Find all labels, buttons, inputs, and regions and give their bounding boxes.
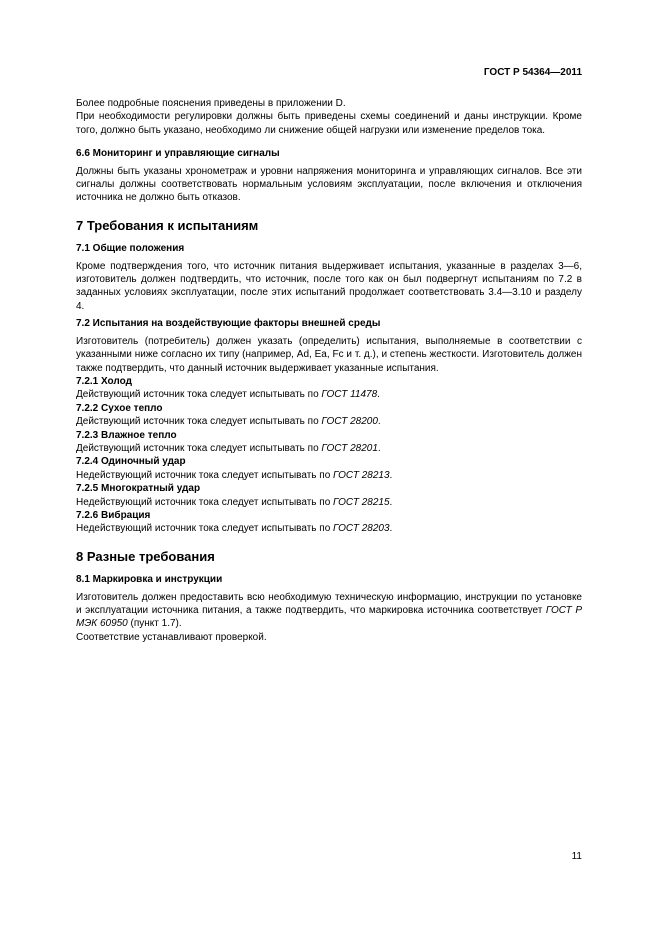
section-title-7-1: 7.1 Общие положения [76,243,185,255]
test-list [76,375,582,536]
test-title: 7.2.4 Одиночный удар [76,456,186,468]
section-title-8-1: 8.1 Маркировка и инструкции [76,574,223,586]
paragraph: Соответствие устанавливают проверкой. [76,631,267,643]
section-title-6-6: 6.6 Мониторинг и управляющие сигналы [76,148,280,160]
test-title: 7.2.1 Холод [76,375,132,387]
test-text: Недействующий источник тока следует испытывать по ГОСТ 28215. [76,496,393,508]
paragraph: Более подробные пояснения приведены в приложении D. [76,98,346,109]
test-title: 7.2.3 Влажное тепло [76,429,177,441]
test-text: Действующий источник тока следует испытывать по ГОСТ 11478. [76,389,380,401]
page-content [76,97,582,644]
test-text: Недействующий источник тока следует испытывать по ГОСТ 28203. [76,523,393,535]
test-text: Недействующий источник тока следует испытывать по ГОСТ 28213. [76,469,393,481]
paragraph: Кроме подтверждения того, что источник питания выдерживает испытания, указанные в разделах 3—6, изготовитель должен подтвердить, что источник, после того как он был подвергнут испытаниям по 7.2 в заданных условиях эксплуатации, после этих испытаний продолжает соответствовать 3.4—3.10 и разделу 4. [76,260,582,312]
section-title-7: 7 Требования к испытаниям [76,217,259,233]
paragraph: Изготовитель (потребитель) должен указать (определить) испытания, выполняемые в соответствии с указанными ниже согласно их типу (например, Ad, Ea, Fc и т. д.), и степень жесткости. Изготовитель должен также подтвердить, что данный источник выдерживает указанные испытания. [76,335,582,374]
section-title-8: 8 Разные требования [76,548,215,564]
document-id: ГОСТ Р 54364—2011 [483,67,582,78]
test-title: 7.2.5 Многократный удар [76,483,201,495]
paragraph: При необходимости регулировки должны быть приведены схемы соединений и даны инструкции. Кроме того, должно быть указано, необходимо ли снижение общей нагрузки или изменение пределов тока. [76,111,582,136]
section-title-7-2: 7.2 Испытания на воздействующие факторы внешней среды [76,318,381,330]
test-text: Действующий источник тока следует испытывать по ГОСТ 28200. [76,416,381,428]
paragraph: Изготовитель должен предоставить всю необходимую техническую информацию, инструкции по установке и эксплуатации источника питания, а также подтвердить, что маркировка источника соответствует ГОСТ Р МЭК 60950 (пункт 1.7). [76,591,582,630]
paragraph: Должны быть указаны хронометраж и уровни напряжения мониторинга и управляющих сигналов. Все эти сигналы должны соответствовать нормальным условиям эксплуатации, после включения и отключения источника не должно быть отказов. [76,165,582,204]
page-number: 11 [571,851,582,862]
test-text: Действующий источник тока следует испытывать по ГОСТ 28201. [76,442,381,454]
test-title: 7.2.2 Сухое тепло [76,402,163,414]
test-title: 7.2.6 Вибрация [76,509,151,521]
